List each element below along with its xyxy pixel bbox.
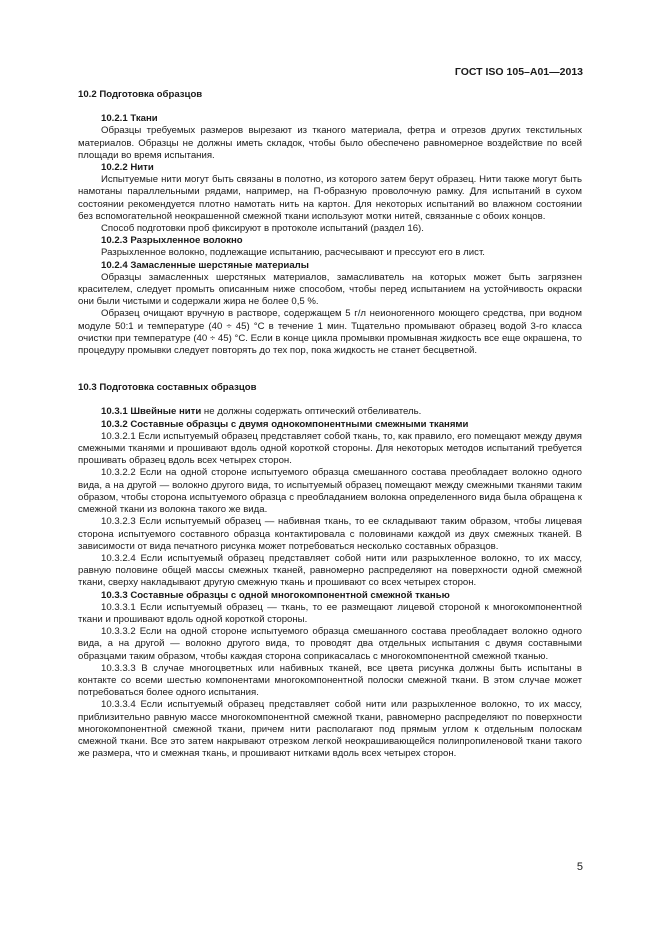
subsection-title-10-3-2: 10.3.2 Составные образцы с двумя однокомпонентными смежными тканями: [101, 418, 469, 430]
paragraph: 10.3.2.1 Если испытуемый образец представляет собой ткань, то, как правило, его помещают между двумя смежными тканями и прошивают вдоль одной короткой стороны. Для некоторых методов испытаний требуется прошивать образец вдоль всех четырех сторон.: [78, 430, 582, 467]
paragraph: 10.3.3.4 Если испытуемый образец представляет собой нити или разрыхленное волокно, то их массу, приблизительно равную массе многокомпонентной смежной ткани, равномерно распределяют по поверхности многокомпонентной смежной ткани, причем нити располагают под прямым углом к отдельным полоскам смежной ткани. Все это затем накрывают отрезком легкой неокрашивающейся полипропиленовой ткани такого же размера, что и смежная ткань, и прошивают нитками вдоль всех четырех сторон.: [78, 699, 582, 760]
paragraph: Образцы замасленных шерстяных материалов, замасливатель на которых может быть загрязнен красителем, следует промыть описанным ниже способом, чтобы перед испытанием на устойчивость окраски они были чистыми и содержали жира не более 0,5 %.: [78, 271, 582, 308]
document-body: [78, 89, 582, 760]
paragraph: 10.3.2.2 Если на одной стороне испытуемого образца смешанного состава преобладает волокно одного вида, а на другой — волокно другого вида, то испытуемый образец помещают между смежными тканями таким образом, чтобы сторона испытуемого образца с преобладанием волокна определенного вида была обращена к смежной ткани из волокна такого же вида.: [78, 467, 582, 516]
paragraph: Образцы требуемых размеров вырезают из тканого материала, фетра и отрезов других текстильных материалов. Образцы не должны иметь складок, чтобы было обеспечено равномерное воздействие по всей площади во время испытания.: [78, 125, 582, 161]
subsection-title-10-3-1: 10.3.1 Швейные нити: [101, 406, 202, 418]
paragraph: Способ подготовки проб фиксируют в протоколе испытаний (раздел 16).: [101, 223, 424, 235]
paragraph: 10.3.3.3 В случае многоцветных или набивных тканей, все цвета рисунка должны быть испытаны в контакте со всеми шестью компонентами многокомпонентной полоски смежной ткани. В этом случае может потребоваться более одного испытания.: [78, 662, 582, 699]
paragraph-text: не должны содержать оптический отбеливатель.: [201, 406, 422, 418]
paragraph: Разрыхленное волокно, подлежащие испытанию, расчесывают и прессуют его в лист.: [101, 247, 485, 259]
subsection-title-10-2-2: 10.2.2 Нити: [101, 162, 154, 174]
paragraph: Образец очищают вручную в растворе, содержащем 5 г/л неионогенного моющего средства, при водном модуле 50:1 и температуре (40 ÷ 45) °С в течение 1 мин. Тщательно промывают образец водой 3-го класса очистки при температуре (40 ÷ 45) °С. Если в конце цикла промывки промывная жидкость все еще окрашена, то процедуру промывки следует повторять до тех пор, пока жидкость не станет бесцветной.: [78, 308, 582, 357]
paragraph: 10.3.2.4 Если испытуемый образец представляет собой нити или разрыхленное волокно, то их массу, равную половине общей массы смежных тканей, равномерно распределяют на поверхности одной смежной ткани, сверху накладывают другую смежную ткань и прошивают со всех четырех сторон.: [78, 552, 582, 589]
paragraph: Испытуемые нити могут быть связаны в полотно, из которого затем берут образец. Нити также могут быть намотаны параллельными рядами, например, на П-образную проволочную рамку. Для испытаний в сухом состоянии рекомендуется плотно намотать нить на картон. Для некоторых испытаний во влажном состоянии без вспомогательной неокрашенной смежной ткани используют мотки нитей, связанные с обоих концов.: [78, 174, 582, 222]
paragraph: 10.3.2.3 Если испытуемый образец — набивная ткань, то ее складывают таким образом, чтобы лицевая сторона испытуемого составного образца контактировала с половинами каждой из двух смежных тканей. В зависимости от вида печатного рисунка может потребоваться несколько составных образцов.: [78, 516, 582, 552]
subsection-title-10-3-3: 10.3.3 Составные образцы с одной многокомпонентной смежной тканью: [101, 589, 450, 601]
subsection-title-10-2-4: 10.2.4 Замасленные шерстяные материалы: [101, 259, 309, 271]
subsection-title-10-2-3: 10.2.3 Разрыхленное волокно: [101, 235, 243, 247]
section-title-10-3: 10.3 Подготовка составных образцов: [78, 382, 257, 394]
paragraph: 10.3.3.1 Если испытуемый образец — ткань, то ее размещают лицевой стороной к многокомпонентной ткани и прошивают вдоль одной короткой стороны.: [78, 601, 582, 625]
document-code: ГОСТ ISO 105–A01—2013: [454, 66, 583, 78]
subsection-title-10-2-1: 10.2.1 Ткани: [101, 113, 158, 125]
page-number: 5: [576, 861, 583, 873]
paragraph: 10.3.3.2 Если на одной стороне испытуемого образца смешанного состава преобладает волокно одного вида, а на другой — волокно другого вида, то проводят два отдельных испытания с двумя составными образцами таким образом, чтобы каждая сторона соприкасалась с многокомпонентной смежной тканью.: [78, 626, 582, 662]
section-title-10-2: 10.2 Подготовка образцов: [78, 89, 203, 100]
paragraph-10-3-1: [78, 406, 582, 418]
